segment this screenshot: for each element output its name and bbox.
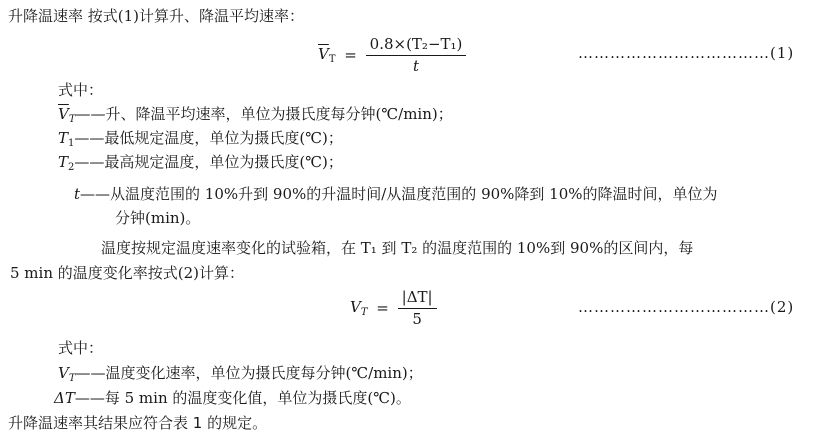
def-text: ——最低规定温度，单位为摄氏度(℃)；: [74, 129, 343, 147]
def-symbol: $T_2$: [58, 153, 75, 173]
eq2-lhs: $V_T$: [350, 298, 368, 318]
def-symbol: $T_1$: [58, 129, 75, 149]
def-time-cont: 分钟(min)。: [115, 209, 201, 227]
def-t2: [58, 152, 343, 178]
heading: 升降温速率: [8, 7, 84, 25]
eq1-equals: =: [344, 46, 357, 64]
eq2-denominator: 5: [412, 310, 422, 328]
eq2-equals: =: [376, 299, 389, 317]
eq2-numerator: |ΔT|: [398, 288, 437, 309]
def-text: ——最高规定温度，单位为摄氏度(℃)；: [74, 153, 343, 171]
eq1-number-line: [578, 44, 794, 62]
def-text: ——每 5 min 的温度变化值，单位为摄氏度(℃)。: [74, 389, 411, 407]
def-vt-avg: [58, 104, 453, 130]
eq1-denominator: t: [413, 57, 420, 75]
eq2-number: (2): [770, 298, 795, 316]
where-label-2: 式中：: [58, 339, 104, 357]
footer-text: 升降温速率其结果应符合表 1 的规定。: [8, 414, 268, 432]
where-label-1: 式中：: [58, 81, 104, 99]
eq2-leader: ………………………………: [578, 298, 770, 316]
intro-text: 按式(1)计算升、降温平均速率：: [83, 7, 305, 25]
eq1-leader: ………………………………: [578, 44, 770, 62]
def-delta-t: [54, 388, 411, 408]
eq2-fraction: [398, 288, 437, 328]
eq1-lhs: $\overline{V}_T$: [318, 45, 336, 65]
para2-line1: 温度按规定温度速率变化的试验箱，在 T₁ 到 T₂ 的温度范围的 10%到 90%的区间内，每: [101, 239, 694, 257]
para2-line2: 5 min 的温度变化率按式(2)计算：: [10, 264, 245, 282]
heading-line: [8, 6, 304, 26]
def-symbol: $V_T$: [58, 364, 76, 384]
def-text: ——温度变化速率，单位为摄氏度每分钟(℃/min)；: [75, 364, 423, 382]
def-symbol: $\overline{V}_T$: [58, 105, 76, 125]
def-symbol: t: [74, 185, 81, 203]
eq2-number-line: [578, 298, 794, 316]
def-time: [74, 184, 718, 204]
def-text: ——从温度范围的 10%升到 90%的升温时间/从温度范围的 90%降到 10%的降温时间，单位为: [80, 185, 718, 203]
eq1-fraction: [366, 35, 467, 75]
equation-2: [350, 288, 441, 328]
def-symbol: ΔT: [54, 389, 75, 407]
def-t1: [58, 128, 343, 154]
eq1-numerator: 0.8×(T₂−T₁): [366, 35, 467, 56]
eq1-number: (1): [770, 44, 795, 62]
def-text: ——升、降温平均速率，单位为摄氏度每分钟(℃/min)；: [75, 105, 453, 123]
def-vt-rate: [58, 363, 423, 389]
equation-1: [318, 35, 470, 75]
